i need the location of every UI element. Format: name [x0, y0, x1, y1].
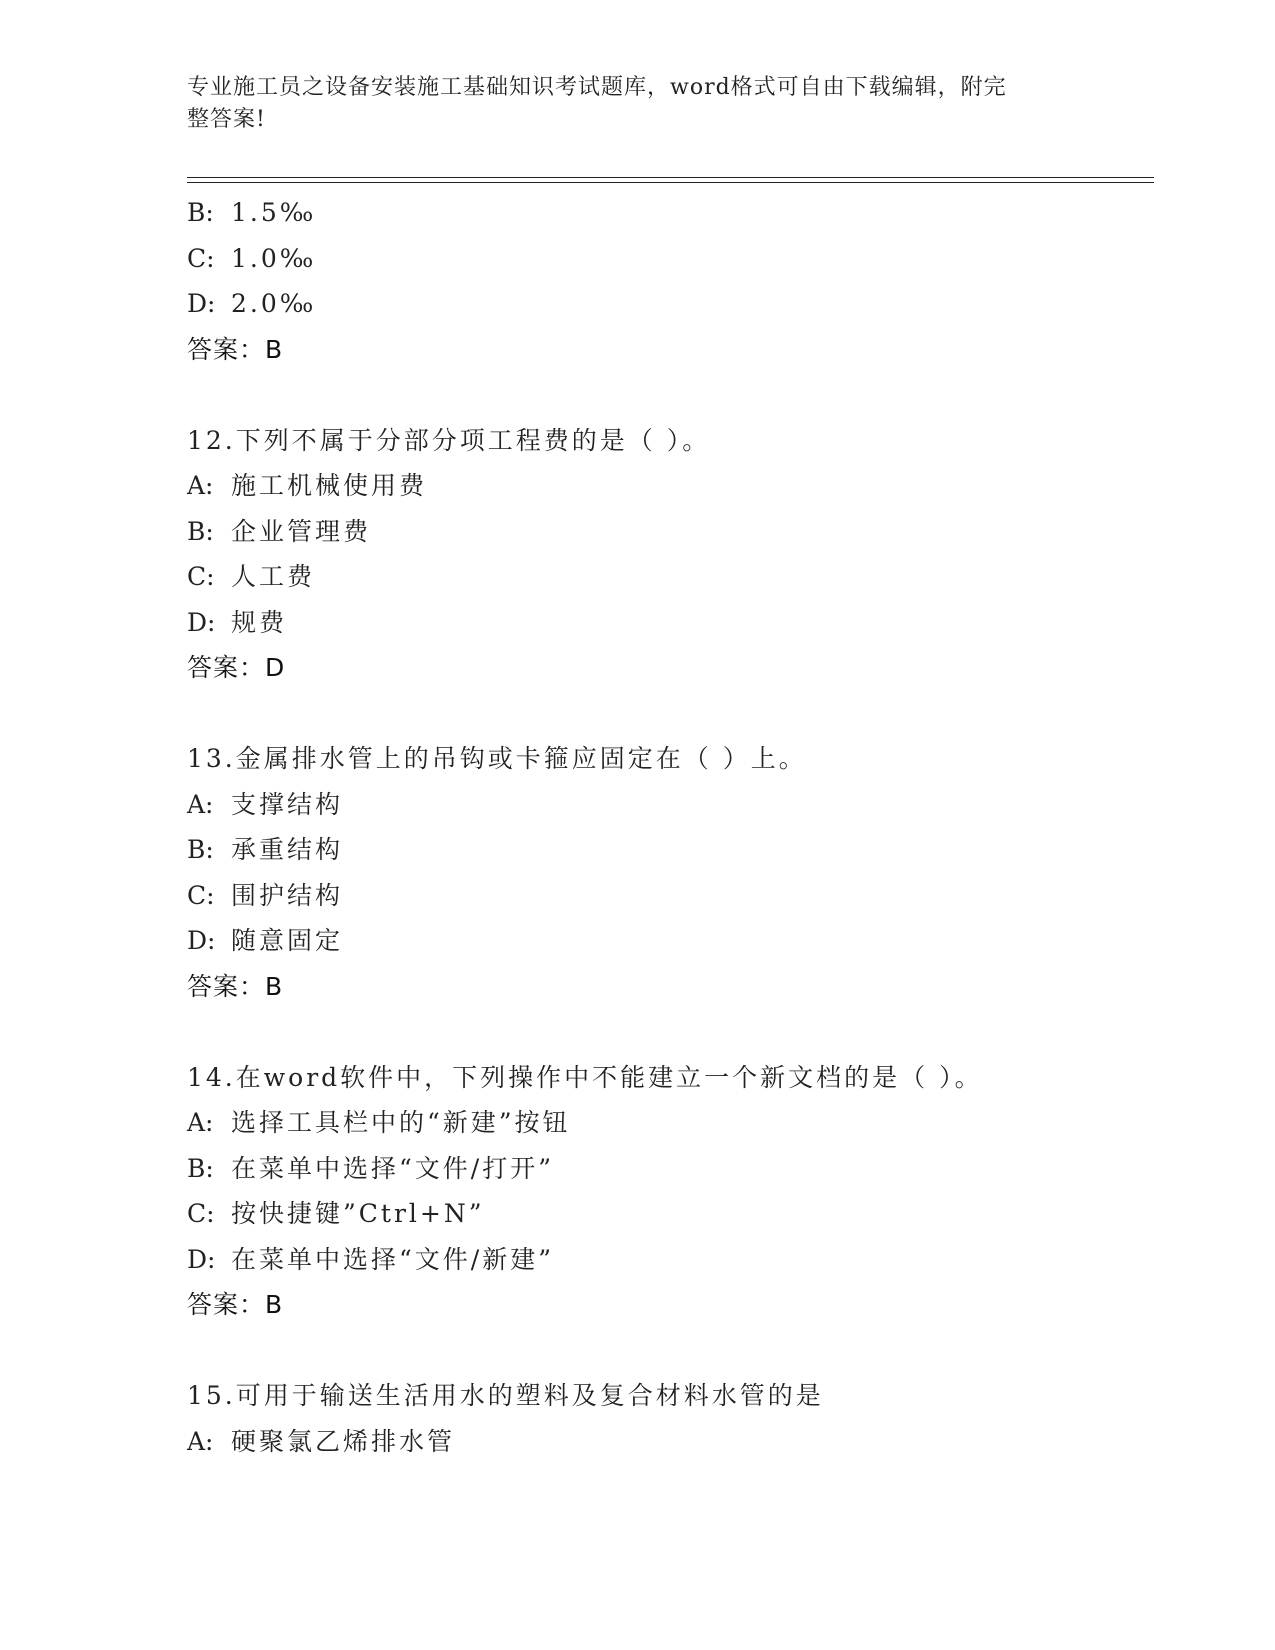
- question-stem: 14.在word软件中，下列操作中不能建立一个新文档的是（ ）。: [187, 1062, 983, 1092]
- option-text: 在菜单中选择“文件/打开”: [231, 1153, 554, 1183]
- option-prefix: A:: [187, 789, 214, 819]
- option-line: [187, 782, 1147, 828]
- answer-line: 答案：B: [187, 971, 284, 1001]
- answer-line: 答案：B: [187, 1290, 284, 1319]
- option-prefix: C:: [187, 1199, 215, 1228]
- option-line: [187, 1100, 1147, 1146]
- option-line: [187, 827, 1147, 873]
- option-text: 企业管理费: [231, 516, 372, 546]
- header-line-2: 整答案!: [187, 107, 266, 132]
- spacer: [187, 1328, 1147, 1374]
- option-prefix: B:: [187, 1153, 214, 1183]
- spacer: [187, 1009, 1147, 1055]
- option-text: 硬聚氯乙烯排水管: [231, 1426, 456, 1456]
- spacer: [187, 691, 1147, 737]
- question-14: [187, 1055, 1147, 1328]
- option-prefix: C:: [187, 243, 215, 273]
- question-11-continued: [187, 190, 1147, 372]
- option-prefix: C:: [187, 880, 215, 910]
- option-line: [187, 463, 1147, 509]
- option-line: [187, 1191, 1147, 1237]
- option-text: 围护结构: [231, 880, 344, 910]
- option-prefix: D:: [187, 607, 216, 637]
- header-line-1: 专业施工员之设备安装施工基础知识考试题库，word格式可自由下载编辑，附完: [187, 75, 1007, 100]
- question-15: [187, 1373, 1147, 1464]
- option-prefix: D:: [187, 1244, 216, 1274]
- option-line: [187, 236, 1147, 282]
- option-line: [187, 1146, 1147, 1192]
- question-12: [187, 418, 1147, 691]
- question-stem: 12.下列不属于分部分项工程费的是（ ）。: [187, 425, 711, 455]
- question-stem: 13.金属排水管上的吊钩或卡箍应固定在（ ）上。: [187, 744, 807, 773]
- answer-line: 答案：B: [187, 334, 284, 364]
- option-prefix: B:: [187, 198, 214, 227]
- option-line: [187, 918, 1147, 964]
- option-line: [187, 281, 1147, 327]
- header-divider-top: [187, 177, 1154, 178]
- option-text: 1.0‰: [231, 243, 317, 273]
- option-line: [187, 873, 1147, 919]
- option-text: 承重结构: [231, 835, 344, 864]
- option-line: [187, 509, 1147, 555]
- option-line: [187, 554, 1147, 600]
- option-text: 2.0‰: [231, 289, 317, 318]
- question-13: [187, 736, 1147, 1009]
- option-prefix: A:: [187, 1426, 214, 1456]
- document-header: [187, 72, 1067, 136]
- option-prefix: B:: [187, 835, 214, 864]
- option-text: 按快捷键”Ctrl+N”: [231, 1199, 485, 1228]
- option-line: [187, 1237, 1147, 1283]
- option-prefix: B:: [187, 516, 214, 546]
- option-line: [187, 190, 1147, 236]
- option-text: 人工费: [231, 562, 316, 591]
- option-prefix: D:: [187, 926, 216, 955]
- answer-line: 答案：D: [187, 653, 286, 682]
- option-text: 随意固定: [231, 926, 344, 955]
- option-text: 规费: [231, 607, 288, 637]
- option-prefix: D:: [187, 289, 216, 318]
- spacer: [187, 372, 1147, 418]
- option-text: 施工机械使用费: [231, 471, 428, 500]
- option-prefix: A:: [187, 1108, 214, 1137]
- option-prefix: C:: [187, 562, 215, 591]
- option-text: 选择工具栏中的“新建”按钮: [231, 1108, 571, 1137]
- option-prefix: A:: [187, 471, 214, 500]
- option-text: 1.5‰: [231, 198, 317, 227]
- option-text: 支撑结构: [231, 789, 344, 819]
- option-text: 在菜单中选择“文件/新建”: [231, 1244, 554, 1274]
- option-line: [187, 600, 1147, 646]
- question-stem: 15.可用于输送生活用水的塑料及复合材料水管的是: [187, 1381, 824, 1410]
- option-line: [187, 1419, 1147, 1465]
- question-list: [187, 190, 1147, 1464]
- header-divider-bottom: [187, 182, 1154, 183]
